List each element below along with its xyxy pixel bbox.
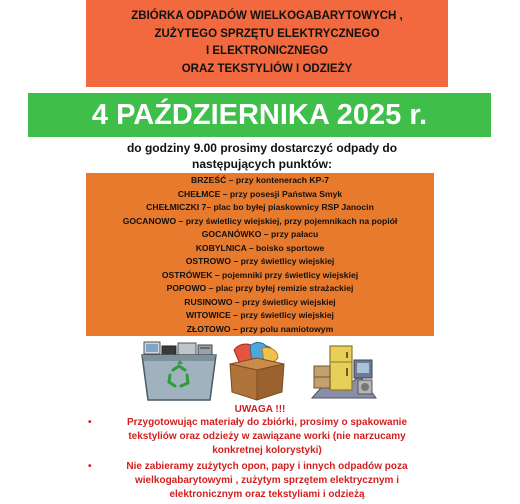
point-detail: – plac przy byłej remizie strażackiej (206, 283, 354, 294)
instructions-line-1: do godziny 9.00 prosimy dostarczyć odpady do (126, 141, 398, 155)
collection-point-row (86, 255, 434, 269)
point-detail: – przy pałacu (261, 229, 319, 240)
clothing-box-icon (226, 340, 288, 402)
point-place: GOCANOWO (122, 215, 177, 226)
point-place: WITOWICE (186, 310, 231, 321)
bullet-icon: • (88, 461, 92, 472)
title-line-3: I ELEKTRONICZNEGO (205, 45, 329, 57)
collection-point-row (86, 242, 434, 256)
bulky-waste-pile-icon (308, 340, 380, 402)
collection-point-row (86, 215, 434, 229)
collection-point-row (86, 296, 434, 310)
title-line-2: ZUŻYTEGO SPRZĘTU ELEKTRYCZNEGO (154, 27, 380, 40)
collection-point-row (86, 309, 434, 323)
warning-note (88, 416, 446, 458)
electronics-recycling-bin-icon (140, 340, 218, 402)
point-detail: – pojemniki przy świetlicy wiejskiej (212, 269, 359, 280)
point-place: POPOWO (166, 283, 207, 294)
point-place: GOCANÓWKO (201, 229, 262, 240)
collection-title-banner (86, 0, 448, 87)
point-detail: – przy polu namiotowym (230, 324, 334, 335)
collection-point-row (86, 282, 434, 296)
point-place: OSTROWO (185, 256, 232, 267)
note-line: Przygotowując materiały do zbiórki, prosimy o spakowanie (126, 417, 408, 428)
collection-point-row (86, 269, 434, 283)
point-place: CHEŁMICZKI (146, 202, 200, 213)
point-detail: 7– plac bo byłej piaskownicy RSP Janocin (199, 202, 374, 213)
point-detail: – przy kontenerach KP-7 (226, 175, 330, 185)
instructions-line-2: następujących punktów: (191, 157, 333, 171)
note-line: wielkogabarytowymi , zużytym sprzętem elektrycznym i (135, 475, 399, 486)
point-detail: – przy świetlicy wiejskiej (231, 256, 335, 267)
collection-points-list (86, 173, 434, 336)
point-detail: – przy świetlicy wiejskiej (232, 296, 336, 307)
point-detail: – przy świetlicy wiejskiej, przy pojemnikach na popiół (176, 215, 398, 226)
title-line-4: ORAZ TEKSTYLIÓW I ODZIEŻY (181, 62, 353, 75)
collection-point-row (86, 188, 434, 202)
point-place: OSTRÓWEK (161, 269, 213, 280)
point-place: KOBYLNICA (195, 242, 247, 253)
note-line: elektronicznym oraz tekstyliami i odzieżą (169, 489, 365, 500)
point-detail: – przy świetlicy wiejskiej (230, 310, 334, 321)
collection-point-row (86, 228, 434, 242)
collection-point-row (86, 323, 434, 337)
point-place: RUSINOWO (184, 296, 233, 307)
collection-point-row (86, 174, 434, 188)
point-detail: – boisko sportowe (246, 242, 325, 253)
bullet-icon: • (88, 417, 92, 428)
warning-note (88, 460, 446, 502)
point-place: BRZEŚĆ (190, 175, 227, 185)
note-line: tekstyliów oraz odzieży w zawiązane worki (nie narzucamy (128, 431, 406, 442)
title-line-1: ZBIÓRKA ODPADÓW WIELKOGABARYTOWYCH , (131, 10, 403, 22)
collection-date-banner: 4 PAŹDZIERNIKA 2025 r. (28, 93, 491, 137)
note-line: konkretnej kolorystyki) (212, 445, 322, 456)
point-detail: – przy posesji Państwa Smyk (220, 188, 343, 199)
warning-title: UWAGA !!! (234, 404, 286, 415)
collection-point-row (86, 201, 434, 215)
warning-notes (88, 416, 446, 504)
point-place: CHEŁMCE (177, 188, 221, 199)
point-place: ZŁOTOWO (186, 324, 231, 335)
delivery-instructions (100, 140, 424, 172)
note-line: Nie zabieramy zużytych opon, papy i innych odpadów poza (126, 461, 408, 472)
